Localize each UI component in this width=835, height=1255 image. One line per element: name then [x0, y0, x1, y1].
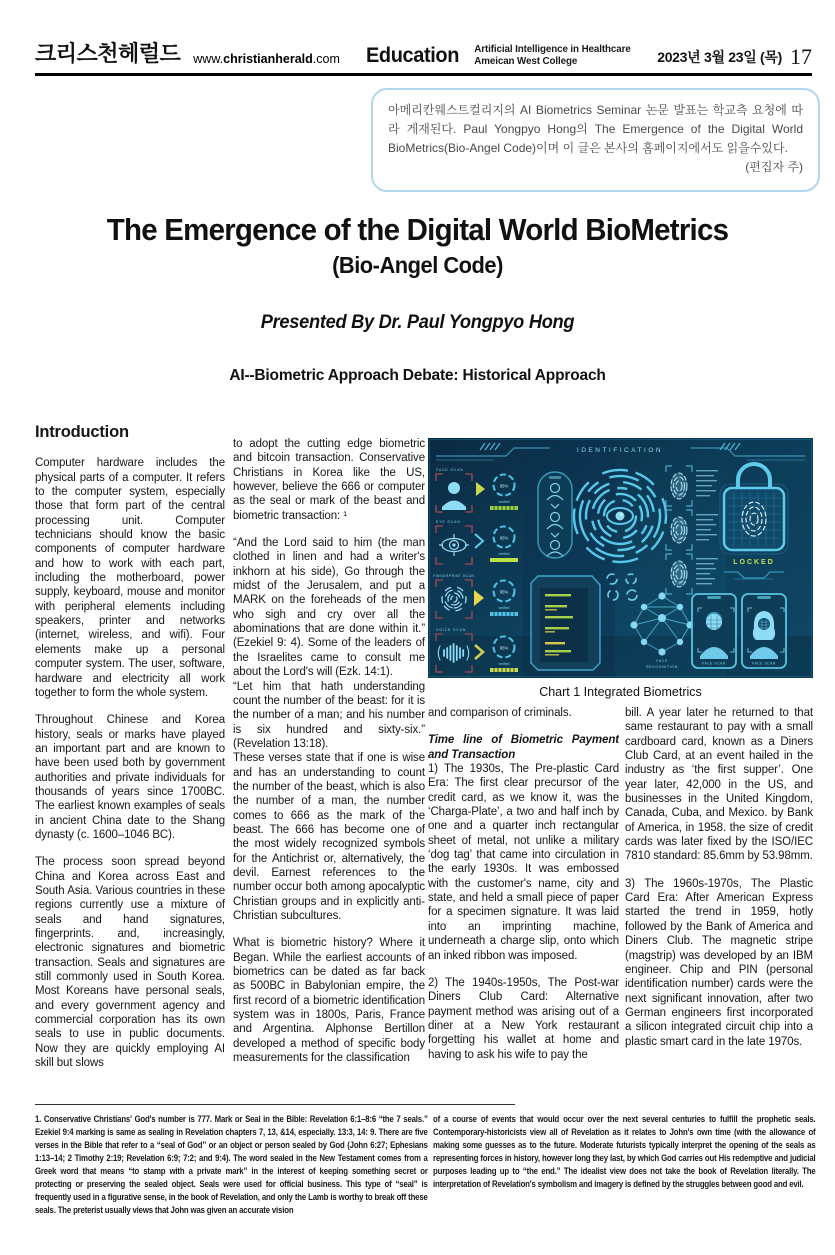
footnote-divider [35, 1104, 515, 1105]
identification-label: IDENTIFICATION [576, 447, 664, 454]
article-paragraph: Throughout Chinese and Korea history, seals or marks have played an important part and are known to have been used both by government authorities and private individuals for thousands of years since 1700BC. The earliest known examples of seals in ancient China date to the Shang dynasty (c. 1600–1046 BC). [35, 714, 225, 841]
eye-scan-label: EYE SCAN [436, 520, 461, 524]
website-prefix: www. [193, 52, 224, 66]
svg-text:FACE SCAN: FACE SCAN [702, 661, 726, 666]
article-paragraph: to adopt the cutting edge biometric and bitcoin transaction. Conservative Christians in Korea like the US, however, believe the 666 or computer as the seal or mark of the beast and biometric transaction: ¹ [233, 438, 425, 522]
section-subtitle-line2: Ameican West College [474, 56, 578, 67]
title-block [0, 213, 835, 385]
fingerprint-scan-label: FINGERPRINT SCAN [433, 574, 475, 578]
section-group [366, 44, 630, 68]
article-paragraph: What is biometric history? Where it Began. While the earliest accounts of biometrics can be dated as far back as 500BC in Babylonian empire, the first record of a biometric identification system was in 1800s, Paris, France and Argentina. Alphonse Bertillon developed a method of specific body measurements for the classification [233, 937, 425, 1065]
body-column-1 [35, 425, 225, 1103]
website-domain: christianherald [223, 52, 313, 66]
article-paragraph: 2) The 1940s-1950s, The Post-war Diners Club Card: Alternative payment method was arising out of a diner at a New York restaurant forgetting his wallet at home and having to ask his wife to pay the [428, 976, 619, 1061]
article-section-heading: AI--Biometric Approach Debate: Historical Approach [229, 367, 606, 384]
article-paragraph: 3) The 1960s-1970s, The Plastic Card Era: After American Express started the trend in 1959, hotly followed by the Bank of America and Diners Club. The magnetic stripe (magstrip) was developed by an IBM engineer. Chip and PIN (personal identification number) cards were the next significant innovation, after two German engineers first incorporated a silicon integrated circuit chip into a plastic smart card in the late 1970s. [625, 877, 813, 1048]
issue-date: 2023년 3월 23일 (목) [657, 49, 782, 65]
svg-text:95%: 95% [499, 535, 509, 541]
body-column-4 [625, 706, 813, 1103]
byline: Presented By Dr. Paul Yongpyo Hong [260, 312, 575, 333]
svg-text:RECOGNITION: RECOGNITION [646, 665, 678, 669]
footnote-column-1: 1. Conservative Christians' God's number is 777. Mark or Seal in the Bible: Revelation 6:1–8:6 “the 7 seals.” Ezekiel 9:4 marking is same as sealing in Revelation chapters 7, 13, &14, especially. 13:3, 14: 9. There are five verses in the Bible that refer to a “seal of God” or an object or person sealed by God (John 6:27; Ephesians 1:13–14; 2 Timothy 2:19; Revelation 6:9; 7:2; and 9:4). The word sealed in the New Testament comes from a Greek word that means “to stamp with a private mark” in the interest of keeping something secret or protecting or preserving the sealed object. Seals were used for official business. This type of “seal” is frequently used in a figurative sense, in the book of Revelation, and only the Lamb is worthy to break off these seals. The preterist usually views that John was given an accurate vision [35, 1114, 428, 1215]
masthead-logo: 크리스천헤럴드 [35, 41, 181, 66]
biometrics-figure [428, 438, 813, 699]
voice-scan-label: VOICE SCAN [436, 628, 467, 632]
phone-face-scan-male [692, 594, 736, 668]
svg-text:FACE SCAN: FACE SCAN [752, 661, 776, 666]
page-header [35, 40, 812, 76]
scan-data-panel [531, 576, 600, 670]
svg-text:verified: verified [498, 552, 510, 556]
biometrics-illustration [428, 438, 813, 678]
website-suffix: .com [312, 52, 340, 66]
timeline-heading: Time line of Biometric Payment and Transaction [428, 734, 619, 761]
svg-text:95%: 95% [499, 645, 509, 651]
article-paragraph: These verses state that if one is wise and has an understanding to count the number of the beast, which is also the number of a man, the number comes to 666 as the mark of the beast. The 666 has become one of the most widely recognized symbols for the Antichrist or, alternatively, the devil. Earnest references to the number occur both among apocalyptic Christian groups and in explicitly anti-Christian subcultures. [233, 752, 425, 922]
person-sequence-panel [538, 472, 572, 558]
article-paragraph: 1) The 1930s, The Pre-plastic Card Era: The first clear precursor of the credit card, as we know it, was the ‘Charga-Plate’, a two and half inch by one and a quarter inch rectangular sheet of metal, not unlike a military ‘dog tag’ that came into circulation in the early 1930s. It was embossed with the customer's name, city and state, and held a small piece of paper for a specimen signature. It was laid into an imprinting machine, underneath a charge slip, onto which an inked ribbon was imposed. [428, 763, 619, 962]
locked-label: LOCKED [733, 559, 775, 566]
body-column-3 [428, 706, 619, 1103]
masthead-group [35, 37, 340, 68]
svg-text:95%: 95% [499, 483, 509, 489]
page-number: 17 [790, 44, 812, 69]
phone-face-scan-female [742, 594, 786, 668]
section-name: Education [366, 44, 460, 67]
section-subtitle [474, 44, 630, 68]
section-subtitle-line1: Artificial Intelligence in Healthcare [474, 44, 631, 55]
article-paragraph: Computer hardware includes the physical parts of a computer. It refers to the computer system, especially those that form part of the central processing unit. Computer technicians should know the basic components of computer hardware and how to work with each part, including the motherboard, power supply, keyboard, mouse and monitor with peripheral elements including speakers, printer and networks (internet, wireless, and wifi). Four elements make up a personal computer system. The user, software, hardware and electricity all work together to form the whole system. [35, 457, 225, 699]
svg-text:verified: verified [498, 606, 510, 610]
date-group [657, 46, 812, 68]
article-title-line1: The Emergence of the Digital World BioMetrics [106, 212, 729, 247]
article-paragraph: The process soon spread beyond China and Korea across East and South Asia. Various countries in these regions currently use a mixture of seals and hand signatures, fingerprints. and, increasingly, electronic signatures and biometric transaction. Seals and signatures are still commonly used in South Korea. Most Koreans have personal seals, and every government agency and commercial corporation has its own seals to use in public documents. Now they are quickly employing AI skill but slows [35, 856, 225, 1070]
article-paragraph: “Let him that hath understanding count the number of the beast: for it is the number of a man; and his number is six hundred and sixty-six.” (Revelation 13:18). [233, 680, 425, 750]
article-title-line2: (Bio-Angel Code) [332, 252, 503, 278]
article-paragraph: “And the Lord said to him (the man clothed in linen and had a writer's inkhorn at his side), Go through the midst of the Jerusalem, and put a MARK on the foreheads of the men who sigh and cry over all the abominations that are done within it.” (Ezekiel 9: 4). Some of the leaders of the Israelites came to consult me about the Lord's will (Ezk. 14:1). [233, 537, 425, 679]
website-url [193, 52, 340, 68]
article-paragraph: and comparison of criminals. [428, 707, 572, 719]
editor-notice-box [371, 88, 820, 192]
svg-text:FACE: FACE [656, 659, 668, 663]
face-scan-label: FACE SCAN [436, 468, 464, 472]
body-column-2 [233, 437, 425, 1103]
svg-text:95%: 95% [499, 589, 509, 595]
svg-text:verified: verified [498, 662, 510, 666]
figure-caption: Chart 1 Integrated Biometrics [539, 685, 702, 699]
footnote-column-2: of a course of events that would occur over the next several centuries to fulfill the prophetic seals. Contemporary-historicists view all of Revelation as it relates to John's own time (with the allowance of making some guesses as to the future. Moderate futurists typically interpret the opening of the seals as representing forces in history, however long they last, by which God carries out His redemptive and judicial purposes leading up to “the end.” The idealist view does not take the book of Revelation literally. The interpretation of Revelation's symbolism and imagery is defined by the struggles between good and evil. [433, 1114, 816, 1189]
editor-note: (편집자 주) [745, 160, 803, 174]
svg-text:verified: verified [498, 500, 510, 504]
article-paragraph: bill. A year later he returned to that same restaurant to pay with a small cardboard card, known as a Diners Club Card, at an event hailed in the industry as ‘the first supper’. One year later, 42,000 in the US, and businesses in the United Kingdom, Canada, Cuba, and Mexico. by Bank of America, in 1958. the size of credit cards was later fixed by the ISO/IEC 7810 standard: 85.6mm by 53.98mm. [625, 707, 813, 863]
introduction-heading: Introduction [35, 425, 129, 441]
notice-text: 아메리칸웨스트컬리지의 AI Biometrics Seminar 논문 발표는 학교측 요청에 따라 게재된다. Paul Yongpyo Hong의 The Emergence of the Digital World BioMetrics(Bio-Angel Code)이며 이 글은 본사의 홈페이지에서도 읽을수있다. [388, 103, 803, 155]
